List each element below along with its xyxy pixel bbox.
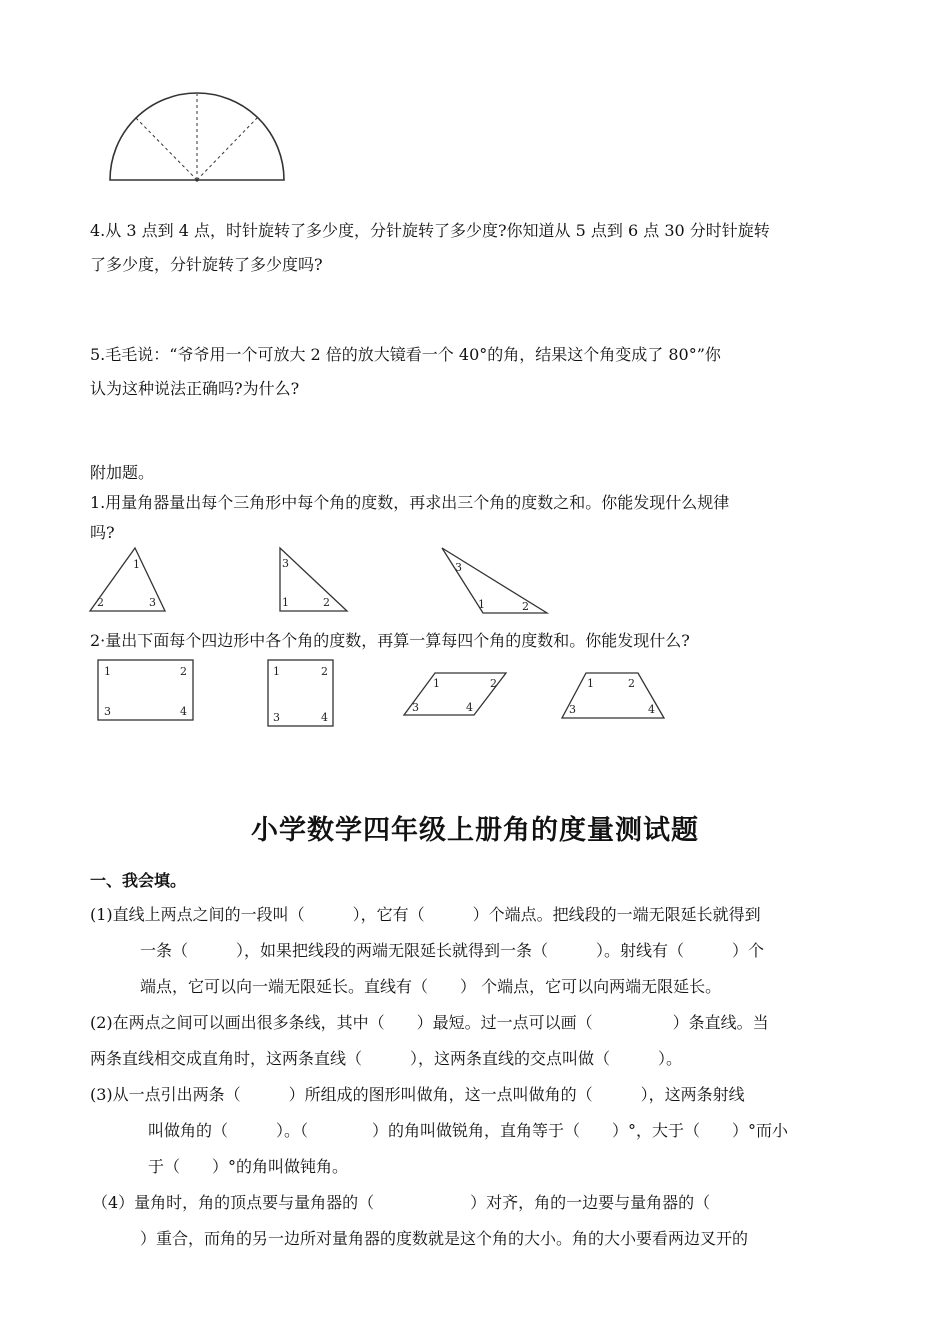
quadrilaterals-figure <box>90 655 670 730</box>
triangle-1-angle-2: 2 <box>97 596 104 609</box>
svg-text:2: 2 <box>628 677 635 690</box>
q2-line1: (2)在两点之间可以画出很多条线，其中（ ）最短。过一点可以画（ ）条直线。当 <box>90 1013 769 1032</box>
svg-text:2: 2 <box>180 665 187 678</box>
triangle-3 <box>442 548 547 613</box>
triangle-2-angle-3: 3 <box>282 557 289 570</box>
triangle-1-angle-3: 3 <box>149 596 156 609</box>
q4b-line2: ）重合，而角的另一边所对量角器的度数就是这个角的大小。角的大小要看两边叉开的 <box>140 1229 749 1248</box>
svg-text:4: 4 <box>466 701 473 714</box>
q3-line2: 叫做角的（ ）。（ ）的角叫做锐角，直角等于（ ）°，大于（ ）°而小 <box>148 1121 789 1140</box>
q1-line2: 一条（ ），如果把线段的两端无限延长就得到一条（ ）。射线有（ ）个 <box>140 941 765 960</box>
q5-line2: 认为这种说法正确吗?为什么? <box>90 379 300 398</box>
q1-line1: (1)直线上两点之间的一段叫（ ），它有（ ）个端点。把线段的一端无限延长就得到 <box>90 905 761 924</box>
q4-line2: 了多少度，分针旋转了多少度吗? <box>90 255 323 274</box>
quad-rectangle <box>98 660 193 720</box>
triangle-3-angle-1: 1 <box>478 598 485 611</box>
triangle-2-angle-1: 1 <box>282 596 289 609</box>
bonus-q2: 2·量出下面每个四边形中各个角的度数，再算一算每四个角的度数和。你能发现什么? <box>90 631 690 650</box>
protractor-figure <box>105 90 290 185</box>
q4-line1: 4.从 3 点到 4 点，时针旋转了多少度，分针旋转了多少度?你知道从 5 点到 6 点 30 分时针旋转 <box>90 221 770 240</box>
triangles-figure <box>85 543 555 618</box>
test-title: 小学数学四年级上册角的度量测试题 <box>251 815 699 846</box>
svg-text:1: 1 <box>587 677 594 690</box>
triangle-1 <box>90 548 165 611</box>
triangle-2 <box>280 548 347 611</box>
section-1-heading: 一、我会填。 <box>90 871 187 890</box>
svg-text:3: 3 <box>412 701 419 714</box>
triangle-2-angle-2: 2 <box>323 596 330 609</box>
svg-text:3: 3 <box>569 703 576 716</box>
svg-text:1: 1 <box>104 665 111 678</box>
svg-text:4: 4 <box>321 711 328 724</box>
q1-line3: 端点，它可以向一端无限延长。直线有（ ） 个端点，它可以向两端无限延长。 <box>140 977 722 996</box>
svg-text:2: 2 <box>490 677 497 690</box>
bonus-q1-line1: 1.用量角器量出每个三角形中每个角的度数，再求出三个角的度数之和。你能发现什么规律 <box>90 493 730 512</box>
q5-line1: 5.毛毛说：“爷爷用一个可放大 2 倍的放大镜看一个 40°的角，结果这个角变成了 80°”你 <box>90 345 721 364</box>
q3-line1: (3)从一点引出两条（ ）所组成的图形叫做角，这一点叫做角的（ ），这两条射线 <box>90 1085 745 1104</box>
svg-text:4: 4 <box>180 705 187 718</box>
bonus-heading: 附加题。 <box>90 463 155 482</box>
triangle-3-angle-2: 2 <box>522 600 529 613</box>
quad-parallelogram <box>404 673 506 715</box>
svg-text:1: 1 <box>433 677 440 690</box>
bonus-q1-line2: 吗? <box>90 523 115 542</box>
svg-text:3: 3 <box>104 705 111 718</box>
q4b-line1: （4）量角时，角的顶点要与量角器的（ ）对齐，角的一边要与量角器的（ <box>92 1193 711 1212</box>
svg-text:4: 4 <box>648 703 655 716</box>
svg-text:2: 2 <box>321 665 328 678</box>
svg-text:3: 3 <box>273 711 280 724</box>
quad-trapezoid <box>562 673 664 718</box>
q2-line2: 两条直线相交成直角时，这两条直线（ ），这两条直线的交点叫做（ ）。 <box>90 1049 683 1068</box>
triangle-3-angle-3: 3 <box>455 561 462 574</box>
triangle-1-angle-1: 1 <box>133 558 140 571</box>
q3-line3: 于（ ）°的角叫做钝角。 <box>148 1157 349 1176</box>
svg-text:1: 1 <box>273 665 280 678</box>
quad-square <box>268 660 333 726</box>
